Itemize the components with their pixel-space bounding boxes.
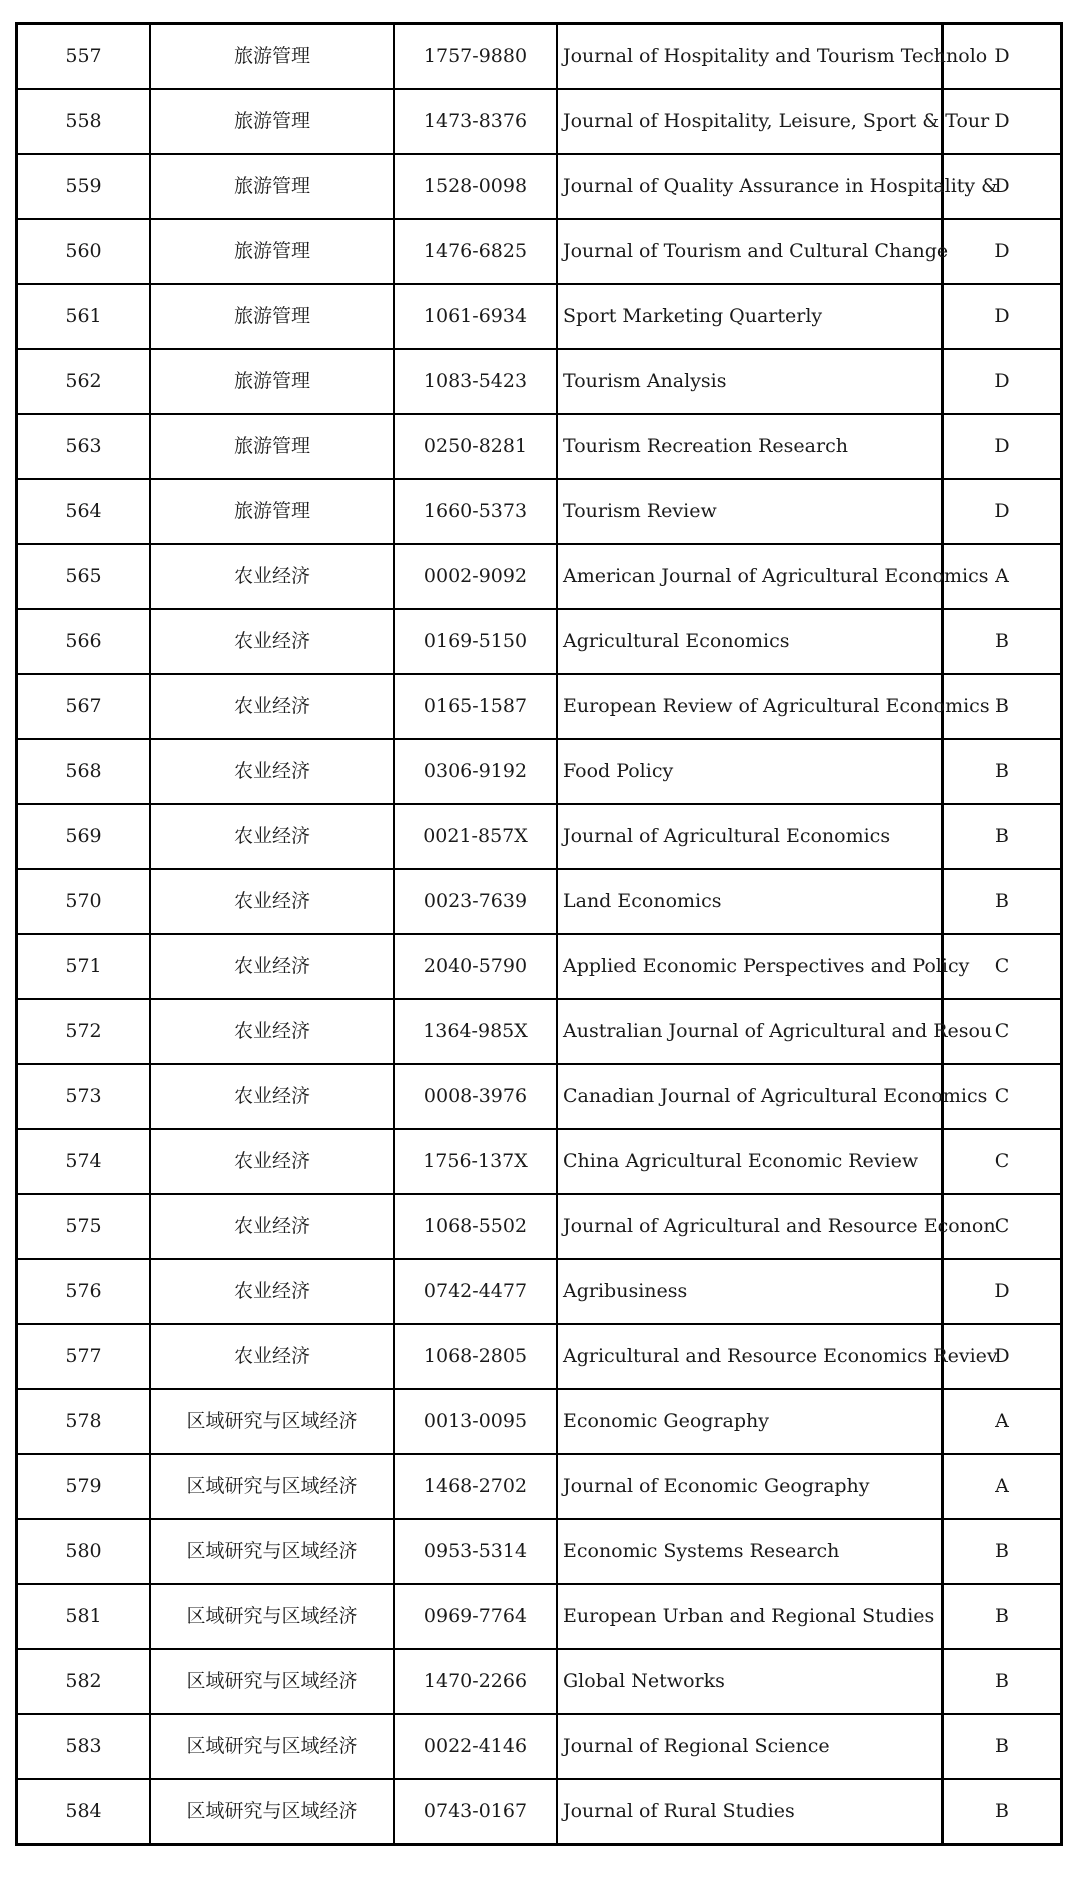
grade-cell: B <box>943 804 1062 869</box>
table-row <box>17 1064 1062 1129</box>
row-number-cell: 578 <box>17 1389 151 1454</box>
row-number-cell: 574 <box>17 1129 151 1194</box>
row-number-cell: 584 <box>17 1779 151 1845</box>
row-number-cell: 567 <box>17 674 151 739</box>
issn-cell: 0021-857X <box>394 804 557 869</box>
grade-cell: C <box>943 999 1062 1064</box>
row-number-cell: 580 <box>17 1519 151 1584</box>
grade-cell: D <box>943 24 1062 90</box>
journal-title-cell: Economic Geography <box>557 1389 943 1454</box>
grade-cell: B <box>943 674 1062 739</box>
subject-category-cell: 区域研究与区域经济 <box>150 1714 394 1779</box>
subject-category-cell: 农业经济 <box>150 1324 394 1389</box>
journal-title-cell: Tourism Analysis <box>557 349 943 414</box>
row-number-cell: 581 <box>17 1584 151 1649</box>
issn-cell: 0023-7639 <box>394 869 557 934</box>
grade-cell: C <box>943 1064 1062 1129</box>
table-row <box>17 999 1062 1064</box>
grade-cell: D <box>943 479 1062 544</box>
subject-category-cell: 区域研究与区域经济 <box>150 1389 394 1454</box>
journal-title-cell: Sport Marketing Quarterly <box>557 284 943 349</box>
journal-table-body <box>17 24 1062 1845</box>
grade-cell: C <box>943 1194 1062 1259</box>
journal-title-cell: Economic Systems Research <box>557 1519 943 1584</box>
journal-title-cell: European Urban and Regional Studies <box>557 1584 943 1649</box>
subject-category-cell: 旅游管理 <box>150 89 394 154</box>
subject-category-cell: 农业经济 <box>150 934 394 999</box>
grade-cell: D <box>943 154 1062 219</box>
subject-category-cell: 农业经济 <box>150 544 394 609</box>
journal-title-cell: American Journal of Agricultural Economics <box>557 544 943 609</box>
row-number-cell: 568 <box>17 739 151 804</box>
journal-title-cell: Agricultural Economics <box>557 609 943 674</box>
table-row <box>17 1454 1062 1519</box>
issn-cell: 1468-2702 <box>394 1454 557 1519</box>
table-row <box>17 24 1062 90</box>
grade-cell: D <box>943 349 1062 414</box>
journal-title-cell: Tourism Review <box>557 479 943 544</box>
row-number-cell: 572 <box>17 999 151 1064</box>
grade-cell: B <box>943 1779 1062 1845</box>
row-number-cell: 564 <box>17 479 151 544</box>
subject-category-cell: 农业经济 <box>150 739 394 804</box>
journal-title-cell: Canadian Journal of Agricultural Economics <box>557 1064 943 1129</box>
grade-cell: A <box>943 1389 1062 1454</box>
row-number-cell: 583 <box>17 1714 151 1779</box>
subject-category-cell: 区域研究与区域经济 <box>150 1649 394 1714</box>
table-row <box>17 1324 1062 1389</box>
journal-title-cell: Food Policy <box>557 739 943 804</box>
grade-cell: B <box>943 739 1062 804</box>
journal-title-cell: European Review of Agricultural Economics <box>557 674 943 739</box>
journal-title-cell: Journal of Economic Geography <box>557 1454 943 1519</box>
issn-cell: 0169-5150 <box>394 609 557 674</box>
journal-table <box>15 22 1063 1846</box>
row-number-cell: 565 <box>17 544 151 609</box>
grade-cell: D <box>943 89 1062 154</box>
issn-cell: 0743-0167 <box>394 1779 557 1845</box>
row-number-cell: 577 <box>17 1324 151 1389</box>
table-row <box>17 1129 1062 1194</box>
row-number-cell: 561 <box>17 284 151 349</box>
row-number-cell: 562 <box>17 349 151 414</box>
row-number-cell: 569 <box>17 804 151 869</box>
table-row <box>17 219 1062 284</box>
subject-category-cell: 农业经济 <box>150 869 394 934</box>
issn-cell: 0953-5314 <box>394 1519 557 1584</box>
subject-category-cell: 农业经济 <box>150 804 394 869</box>
issn-cell: 1061-6934 <box>394 284 557 349</box>
issn-cell: 1476-6825 <box>394 219 557 284</box>
row-number-cell: 559 <box>17 154 151 219</box>
issn-cell: 1528-0098 <box>394 154 557 219</box>
subject-category-cell: 区域研究与区域经济 <box>150 1779 394 1845</box>
issn-cell: 0002-9092 <box>394 544 557 609</box>
issn-cell: 0250-8281 <box>394 414 557 479</box>
subject-category-cell: 旅游管理 <box>150 349 394 414</box>
table-row <box>17 609 1062 674</box>
subject-category-cell: 农业经济 <box>150 609 394 674</box>
table-row <box>17 1714 1062 1779</box>
grade-cell: A <box>943 1454 1062 1519</box>
table-row <box>17 154 1062 219</box>
journal-title-cell: Journal of Tourism and Cultural Change <box>557 219 943 284</box>
journal-title-cell: Land Economics <box>557 869 943 934</box>
issn-cell: 1756-137X <box>394 1129 557 1194</box>
table-row <box>17 1519 1062 1584</box>
table-row <box>17 89 1062 154</box>
issn-cell: 1068-5502 <box>394 1194 557 1259</box>
grade-cell: A <box>943 544 1062 609</box>
issn-cell: 1473-8376 <box>394 89 557 154</box>
table-row <box>17 869 1062 934</box>
row-number-cell: 579 <box>17 1454 151 1519</box>
journal-title-cell: Agricultural and Resource Economics Reviev <box>557 1324 943 1389</box>
row-number-cell: 571 <box>17 934 151 999</box>
subject-category-cell: 农业经济 <box>150 1064 394 1129</box>
issn-cell: 0013-0095 <box>394 1389 557 1454</box>
table-row <box>17 804 1062 869</box>
journal-title-cell: Journal of Regional Science <box>557 1714 943 1779</box>
grade-cell: B <box>943 1649 1062 1714</box>
subject-category-cell: 旅游管理 <box>150 154 394 219</box>
subject-category-cell: 农业经济 <box>150 674 394 739</box>
table-row <box>17 1649 1062 1714</box>
journal-title-cell: Journal of Quality Assurance in Hospitality & <box>557 154 943 219</box>
subject-category-cell: 农业经济 <box>150 999 394 1064</box>
journal-title-cell: Agribusiness <box>557 1259 943 1324</box>
row-number-cell: 573 <box>17 1064 151 1129</box>
journal-title-cell: Global Networks <box>557 1649 943 1714</box>
issn-cell: 0165-1587 <box>394 674 557 739</box>
subject-category-cell: 旅游管理 <box>150 479 394 544</box>
row-number-cell: 558 <box>17 89 151 154</box>
row-number-cell: 566 <box>17 609 151 674</box>
journal-title-cell: Journal of Agricultural Economics <box>557 804 943 869</box>
issn-cell: 0969-7764 <box>394 1584 557 1649</box>
journal-title-cell: Journal of Hospitality and Tourism Technolo <box>557 24 943 90</box>
subject-category-cell: 旅游管理 <box>150 414 394 479</box>
grade-cell: B <box>943 609 1062 674</box>
journal-title-cell: Tourism Recreation Research <box>557 414 943 479</box>
issn-cell: 0306-9192 <box>394 739 557 804</box>
issn-cell: 0008-3976 <box>394 1064 557 1129</box>
subject-category-cell: 农业经济 <box>150 1194 394 1259</box>
subject-category-cell: 旅游管理 <box>150 219 394 284</box>
table-row <box>17 1389 1062 1454</box>
grade-cell: C <box>943 934 1062 999</box>
grade-cell: B <box>943 869 1062 934</box>
grade-cell: D <box>943 414 1062 479</box>
issn-cell: 1364-985X <box>394 999 557 1064</box>
row-number-cell: 560 <box>17 219 151 284</box>
table-row <box>17 544 1062 609</box>
table-row <box>17 674 1062 739</box>
issn-cell: 1083-5423 <box>394 349 557 414</box>
subject-category-cell: 区域研究与区域经济 <box>150 1454 394 1519</box>
grade-cell: D <box>943 284 1062 349</box>
grade-cell: B <box>943 1714 1062 1779</box>
table-row <box>17 1779 1062 1845</box>
issn-cell: 1660-5373 <box>394 479 557 544</box>
subject-category-cell: 农业经济 <box>150 1259 394 1324</box>
journal-title-cell: Journal of Rural Studies <box>557 1779 943 1845</box>
row-number-cell: 575 <box>17 1194 151 1259</box>
table-row <box>17 284 1062 349</box>
subject-category-cell: 区域研究与区域经济 <box>150 1584 394 1649</box>
journal-title-cell: Journal of Agricultural and Resource Econon <box>557 1194 943 1259</box>
grade-cell: C <box>943 1129 1062 1194</box>
row-number-cell: 557 <box>17 24 151 90</box>
row-number-cell: 570 <box>17 869 151 934</box>
grade-cell: B <box>943 1584 1062 1649</box>
issn-cell: 1068-2805 <box>394 1324 557 1389</box>
issn-cell: 1757-9880 <box>394 24 557 90</box>
table-row <box>17 1584 1062 1649</box>
journal-title-cell: Applied Economic Perspectives and Policy <box>557 934 943 999</box>
table-row <box>17 1194 1062 1259</box>
subject-category-cell: 旅游管理 <box>150 24 394 90</box>
subject-category-cell: 农业经济 <box>150 1129 394 1194</box>
issn-cell: 0742-4477 <box>394 1259 557 1324</box>
table-row <box>17 414 1062 479</box>
issn-cell: 0022-4146 <box>394 1714 557 1779</box>
journal-title-cell: Journal of Hospitality, Leisure, Sport & Tour <box>557 89 943 154</box>
issn-cell: 2040-5790 <box>394 934 557 999</box>
table-row <box>17 1259 1062 1324</box>
grade-cell: D <box>943 1324 1062 1389</box>
subject-category-cell: 区域研究与区域经济 <box>150 1519 394 1584</box>
subject-category-cell: 旅游管理 <box>150 284 394 349</box>
table-row <box>17 479 1062 544</box>
row-number-cell: 576 <box>17 1259 151 1324</box>
grade-cell: D <box>943 1259 1062 1324</box>
issn-cell: 1470-2266 <box>394 1649 557 1714</box>
grade-cell: D <box>943 219 1062 284</box>
table-row <box>17 934 1062 999</box>
journal-title-cell: Australian Journal of Agricultural and Resou <box>557 999 943 1064</box>
row-number-cell: 563 <box>17 414 151 479</box>
table-row <box>17 739 1062 804</box>
table-row <box>17 349 1062 414</box>
grade-cell: B <box>943 1519 1062 1584</box>
row-number-cell: 582 <box>17 1649 151 1714</box>
journal-title-cell: China Agricultural Economic Review <box>557 1129 943 1194</box>
